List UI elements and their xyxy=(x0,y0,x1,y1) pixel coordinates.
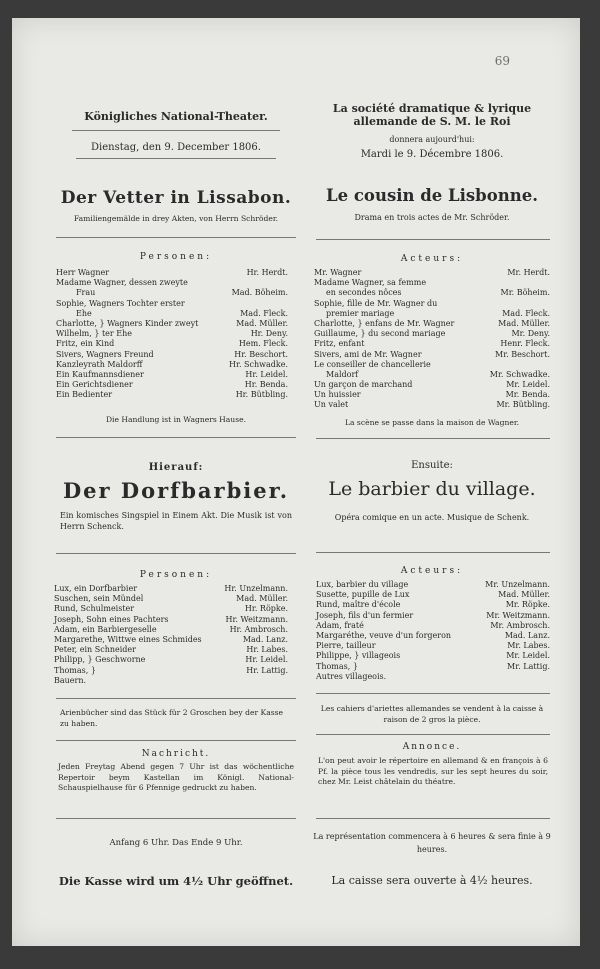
cast-row xyxy=(56,299,288,309)
actor: Hr. Benda. xyxy=(244,380,288,390)
role: Philippe, } villageois xyxy=(316,651,401,661)
cast-row xyxy=(56,390,288,400)
cast-row xyxy=(314,299,550,309)
actor: Mad. Müller. xyxy=(498,318,550,328)
actor: Hr. Röpke. xyxy=(244,604,288,614)
cast-row xyxy=(54,584,288,594)
cast-row xyxy=(56,329,288,339)
actor: Mr. Lattig. xyxy=(507,661,550,671)
notice-text-fr: L'on peut avoir le répertoire en allemand & en françois à 6 Pf. la pièce tous les vendredis, sur les sept heures du soir, chez Mr. Leist châtelain du théatre. xyxy=(318,756,548,787)
actor: Mr. Labes. xyxy=(507,641,550,651)
cast-list-play1-fr xyxy=(314,268,550,411)
role: Ein Bedienter xyxy=(56,390,113,400)
play1-title: Der Vetter in Lissabon. xyxy=(60,188,292,208)
actor: Hem. Fleck. xyxy=(238,339,288,349)
cast-row xyxy=(54,594,288,604)
cast-row xyxy=(56,309,288,319)
performance-date: Dienstag, den 9. December 1806. xyxy=(91,142,261,153)
role: Frau xyxy=(76,288,96,298)
actor: Mad. Böheim. xyxy=(231,288,288,298)
actor: Mr. Leidel. xyxy=(506,651,550,661)
actor: Mr. Böheim. xyxy=(500,288,550,298)
role: Rund, Schulmeister xyxy=(54,604,135,614)
cast-row xyxy=(314,319,550,329)
actor: Hr. Deny. xyxy=(250,329,288,339)
actor: Mr. Schwadke. xyxy=(489,369,550,379)
actor: Mad. Müller. xyxy=(236,318,288,328)
divider xyxy=(56,437,296,438)
divider xyxy=(316,239,550,240)
role: Fritz, enfant xyxy=(314,339,365,349)
play1-subtitle: Familiengemälde in drey Akten, von Herrn Schröder. xyxy=(73,214,279,223)
cast-heading-fr: Acteurs: xyxy=(400,254,464,264)
society-line-2: allemande de S. M. le Roi xyxy=(353,115,511,128)
cast-row xyxy=(316,611,550,621)
role: Maldorf xyxy=(326,369,359,379)
role: Sophie, Wagners Tochter erster xyxy=(56,298,185,308)
cast-row xyxy=(316,580,550,590)
actor: Mr. Weitzmann. xyxy=(486,610,550,620)
divider xyxy=(72,130,280,131)
actor: Hr. Labes. xyxy=(246,645,288,655)
society-line-1: La société dramatique & lyrique xyxy=(332,102,532,115)
actor: Mr. Leidel. xyxy=(506,380,550,390)
show-times: Anfang 6 Uhr. Das Ende 9 Uhr. xyxy=(109,838,243,848)
page-number: 69 xyxy=(494,54,510,68)
role: premier mariage xyxy=(326,308,395,318)
cast-row xyxy=(314,380,550,390)
role: Guillaume, } du second mariage xyxy=(314,329,446,339)
role: Margaréthe, veuve d'un forgeron xyxy=(316,630,452,640)
play2-title-fr: Le barbier du village. xyxy=(328,478,536,500)
role: Madame Wagner, dessen zweyte xyxy=(56,278,188,288)
cast-row xyxy=(56,278,288,288)
actor: Hr. Unzelmann. xyxy=(224,584,288,593)
scene-note-fr: La scène se passe dans la maison de Wagner. xyxy=(344,418,520,427)
cast-row xyxy=(316,672,550,682)
role: Charlotte, } Wagners Kinder zweyt xyxy=(56,318,199,328)
cast-row xyxy=(56,360,288,370)
role: Madame Wagner, sa femme xyxy=(314,278,427,288)
cast-row xyxy=(314,370,550,380)
actor: Mr. Deny. xyxy=(511,329,550,339)
role: Ein Gerichtsdiener xyxy=(56,380,133,390)
role: Charlotte, } enfans de Mr. Wagner xyxy=(314,318,455,328)
actor: Mr. Beschort. xyxy=(495,349,550,359)
cast-row xyxy=(316,641,550,651)
divider xyxy=(56,237,296,238)
cast-row xyxy=(54,625,288,635)
cast-row xyxy=(316,590,550,600)
role: Lux, ein Dorfbarbier xyxy=(54,584,138,593)
cast-list-play2-fr xyxy=(316,580,550,682)
cast-row xyxy=(314,268,550,278)
actor: Mr. Benda. xyxy=(505,390,550,400)
actor: Hr. Lattig. xyxy=(246,665,288,675)
play1-title-fr: Le cousin de Lisbonne. xyxy=(326,186,538,205)
performance-date-fr: Mardi le 9. Décembre 1806. xyxy=(360,149,504,160)
role: Un garçon de marchand xyxy=(314,380,413,390)
libretto-note-fr: Les cahiers d'ariettes allemandes se vendent à la caisse à raison de 2 gros la pièce. xyxy=(320,704,544,724)
cast-row xyxy=(314,350,550,360)
role: Sivers, ami de Mr. Wagner xyxy=(314,349,422,359)
role: Adam, fraté xyxy=(316,620,364,630)
cast-row xyxy=(54,645,288,655)
actor: Mr. Bütbling. xyxy=(496,400,550,410)
cast-row xyxy=(54,615,288,625)
cast-row xyxy=(314,400,550,410)
actor: Mad. Müller. xyxy=(236,594,288,604)
actor: Hr. Schwadke. xyxy=(229,359,288,369)
cast-row xyxy=(56,370,288,380)
cast-row xyxy=(56,288,288,298)
afterpiece-label-fr: Ensuite: xyxy=(411,460,453,471)
cast-heading: Personen: xyxy=(139,570,213,580)
divider xyxy=(316,734,550,735)
role: Sivers, Wagners Freund xyxy=(56,349,154,359)
role: Adam, ein Barbiergeselle xyxy=(54,624,157,634)
actor: Hr. Beschort. xyxy=(234,349,288,359)
role: Mr. Wagner xyxy=(314,268,362,277)
box-office-opening-fr: La caisse sera ouverte à 4½ heures. xyxy=(331,874,533,887)
actor: Mr. Ambrosch. xyxy=(490,620,550,630)
cast-row xyxy=(314,390,550,400)
libretto-note: Arienbücher sind das Stück für 2 Groschen bey der Kasse zu haben. xyxy=(60,708,284,728)
actor: Mad. Lanz. xyxy=(504,630,550,640)
cast-heading-fr: Acteurs: xyxy=(400,566,464,576)
role: Peter, ein Schneider xyxy=(54,645,136,655)
divider xyxy=(56,698,296,699)
role: Autres villageois. xyxy=(316,671,387,681)
role: Thomas, } xyxy=(54,665,96,675)
actor: Mad. Lanz. xyxy=(242,634,288,644)
actor: Hr. Leidel. xyxy=(245,369,288,379)
playbill-sheet xyxy=(12,18,580,946)
notice-text: Jeden Freytag Abend gegen 7 Uhr ist das wöchentliche Repertoir beym Kastellan im Königl. National-Schauspielhause für 6 Pfennige gedruckt zu haben. xyxy=(58,762,294,793)
cast-row xyxy=(54,604,288,614)
cast-row xyxy=(314,288,550,298)
role: Ein Kaufmannsdiener xyxy=(56,369,144,379)
role: Thomas, } xyxy=(316,661,358,671)
cast-row xyxy=(54,666,288,676)
divider xyxy=(56,553,296,554)
role: Joseph, fils d'un fermier xyxy=(316,610,414,620)
notice-heading-fr: Annonce. xyxy=(402,742,462,752)
role: Rund, maître d'école xyxy=(316,600,401,610)
role: Wilhelm, } ter Ehe xyxy=(56,329,132,339)
divider xyxy=(56,818,296,819)
role: en secondes nôces xyxy=(326,288,402,298)
theatre-name: Königliches National-Theater. xyxy=(84,110,268,123)
actor: Mr. Röpke. xyxy=(505,600,550,610)
actor: Hr. Bütbling. xyxy=(235,390,288,400)
play2-subtitle-fr: Opéra comique en un acte. Musique de Schenk. xyxy=(334,513,530,522)
cast-row xyxy=(316,662,550,672)
donnera-line: donnera aujourd'hui: xyxy=(389,135,475,144)
cast-row xyxy=(316,631,550,641)
actor: Hr. Weitzmann. xyxy=(225,614,288,624)
divider xyxy=(316,438,550,439)
divider xyxy=(56,740,296,741)
cast-row xyxy=(56,268,288,278)
scene-note: Die Handlung ist in Wagners Hause. xyxy=(105,415,247,424)
box-office-opening: Die Kasse wird um 4½ Uhr geöffnet. xyxy=(58,874,294,888)
cast-row xyxy=(56,380,288,390)
divider xyxy=(316,693,550,694)
role: Herr Wagner xyxy=(56,268,110,277)
role: Margarethe, Wittwe eines Schmides xyxy=(54,634,202,644)
cast-row xyxy=(56,319,288,329)
play2-subtitle: Ein komisches Singspiel in Einem Akt. Die Musik ist von Herrn Schenck. xyxy=(60,511,292,531)
actor: Hr. Herdt. xyxy=(246,268,288,277)
role: Suschen, sein Mündel xyxy=(54,594,144,604)
role: Susette, pupille de Lux xyxy=(316,590,410,600)
divider xyxy=(316,552,550,553)
actor: Mad. Fleck. xyxy=(502,308,550,318)
cast-row xyxy=(56,350,288,360)
role: Lux, barbier du village xyxy=(316,580,409,589)
cast-row xyxy=(54,676,288,686)
cast-row xyxy=(314,329,550,339)
cast-row xyxy=(314,339,550,349)
role: Joseph, Sohn eines Pachters xyxy=(54,614,169,624)
role: Kanzleyrath Maldorff xyxy=(56,359,143,369)
cast-row xyxy=(316,621,550,631)
cast-row xyxy=(56,339,288,349)
play2-title: Der Dorfbarbier. xyxy=(62,478,290,503)
role: Ehe xyxy=(76,308,92,318)
role: Pierre, tailleur xyxy=(316,641,376,651)
role: Philipp, } Geschworne xyxy=(54,655,146,665)
play1-subtitle-fr: Drama en trois actes de Mr. Schröder. xyxy=(354,213,510,222)
cast-heading: Personen: xyxy=(139,252,213,262)
role: Un huissier xyxy=(314,390,361,400)
cast-list-play2 xyxy=(54,584,288,686)
cast-row xyxy=(54,635,288,645)
actor: Mad. Müller. xyxy=(498,590,550,600)
role: Fritz, ein Kind xyxy=(56,339,115,349)
actor: Henr. Fleck. xyxy=(500,339,550,349)
actor: Hr. Ambrosch. xyxy=(229,624,288,634)
cast-row xyxy=(316,651,550,661)
role: Un valet xyxy=(314,400,349,410)
show-times-fr: La représentation commencera à 6 heures & sera finie à 9 heures. xyxy=(313,832,551,854)
cast-row xyxy=(314,360,550,370)
role: Le conseiller de chancellerie xyxy=(314,359,431,369)
actor: Mr. Herdt. xyxy=(507,268,550,277)
afterpiece-label: Hierauf: xyxy=(148,462,204,473)
role: Bauern. xyxy=(54,675,87,685)
notice-heading: Nachricht. xyxy=(141,749,211,759)
cast-list-play1 xyxy=(56,268,288,400)
cast-row xyxy=(314,278,550,288)
actor: Mad. Fleck. xyxy=(240,308,288,318)
actor: Hr. Leidel. xyxy=(245,655,288,665)
actor: Mr. Unzelmann. xyxy=(485,580,550,589)
cast-row xyxy=(316,600,550,610)
role: Sophie, fille de Mr. Wagner du xyxy=(314,298,438,308)
divider xyxy=(76,158,276,159)
cast-row xyxy=(314,309,550,319)
divider xyxy=(316,818,550,819)
cast-row xyxy=(54,655,288,665)
